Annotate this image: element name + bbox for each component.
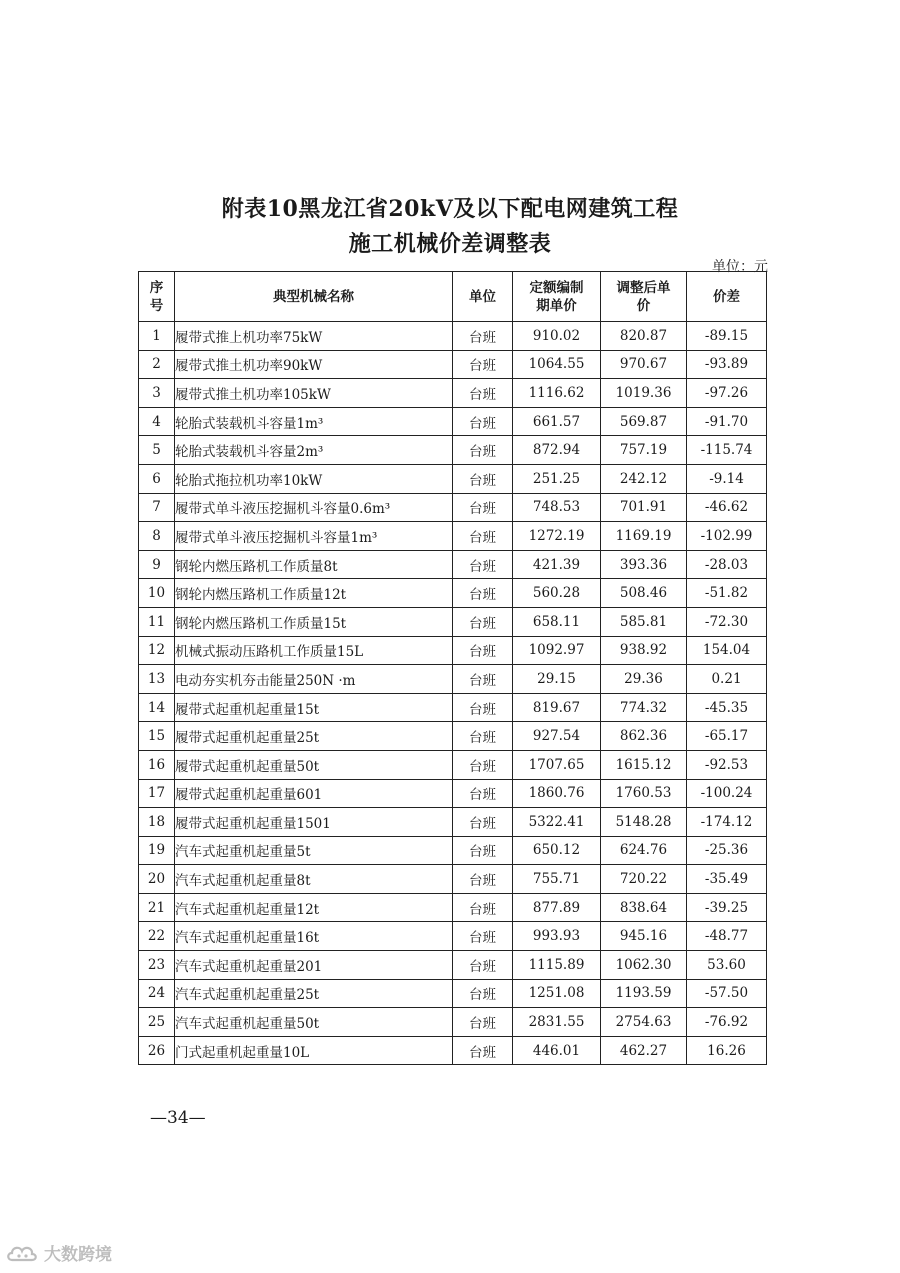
table-row [139,407,767,436]
cell-name: 汽车式起重机起重量25t [175,979,453,1008]
cell-adjusted-price: 701.91 [601,493,687,522]
table-row [139,350,767,379]
cell-unit: 台班 [453,493,513,522]
table-row [139,665,767,694]
header-name: 典型机械名称 [175,272,453,322]
cell-index: 26 [139,1036,175,1065]
page-number: —34— [150,1108,206,1128]
cell-index: 23 [139,951,175,980]
cell-name: 轮胎式装载机斗容量1m³ [175,407,453,436]
cell-adjusted-price: 393.36 [601,550,687,579]
cell-difference: -28.03 [687,550,767,579]
header-difference: 价差 [687,272,767,322]
cell-name: 机械式振动压路机工作质量15L [175,636,453,665]
cell-adjusted-price: 569.87 [601,407,687,436]
cell-quota-price: 5322.41 [513,808,601,837]
cell-unit: 台班 [453,808,513,837]
cell-quota-price: 993.93 [513,922,601,951]
cell-adjusted-price: 1169.19 [601,522,687,551]
table-row [139,1008,767,1037]
cell-unit: 台班 [453,665,513,694]
cell-index: 1 [139,322,175,351]
cell-adjusted-price: 945.16 [601,922,687,951]
header-unit: 单位 [453,272,513,322]
cell-index: 7 [139,493,175,522]
table-row [139,836,767,865]
cell-name: 汽车式起重机起重量16t [175,922,453,951]
cell-unit: 台班 [453,951,513,980]
cell-quota-price: 877.89 [513,893,601,922]
cell-index: 10 [139,579,175,608]
cell-index: 19 [139,836,175,865]
header-adjusted-price: 调整后单价 [601,272,687,322]
cell-quota-price: 658.11 [513,607,601,636]
cell-adjusted-price: 1062.30 [601,951,687,980]
cell-unit: 台班 [453,922,513,951]
cell-name: 履带式起重机起重量50t [175,750,453,779]
table-row [139,722,767,751]
cell-adjusted-price: 1615.12 [601,750,687,779]
cell-unit: 台班 [453,722,513,751]
table-row [139,322,767,351]
table-row [139,779,767,808]
header-index: 序号 [139,272,175,322]
cell-unit: 台班 [453,636,513,665]
cell-index: 2 [139,350,175,379]
table-header-row [139,272,767,322]
cell-adjusted-price: 720.22 [601,865,687,894]
cell-difference: -45.35 [687,693,767,722]
cell-index: 9 [139,550,175,579]
table-row [139,750,767,779]
table-row [139,893,767,922]
cell-name: 履带式起重机起重量1501 [175,808,453,837]
cell-difference: -48.77 [687,922,767,951]
cell-name: 履带式起重机起重量25t [175,722,453,751]
table-row [139,636,767,665]
table-row [139,379,767,408]
cell-unit: 台班 [453,579,513,608]
cell-unit: 台班 [453,522,513,551]
cell-name: 轮胎式装载机斗容量2m³ [175,436,453,465]
cell-quota-price: 1064.55 [513,350,601,379]
watermark-text: 大数跨境 [44,1245,112,1265]
cell-difference: -102.99 [687,522,767,551]
cell-index: 22 [139,922,175,951]
table-row [139,865,767,894]
cell-difference: 53.60 [687,951,767,980]
cell-adjusted-price: 1760.53 [601,779,687,808]
cell-difference: 16.26 [687,1036,767,1065]
cell-index: 14 [139,693,175,722]
cell-difference: -9.14 [687,464,767,493]
cell-difference: -92.53 [687,750,767,779]
cell-quota-price: 1092.97 [513,636,601,665]
cell-quota-price: 1251.08 [513,979,601,1008]
cell-name: 轮胎式拖拉机功率10kW [175,464,453,493]
table-row [139,579,767,608]
cell-quota-price: 819.67 [513,693,601,722]
table-row [139,1036,767,1065]
cell-index: 8 [139,522,175,551]
cell-difference: -97.26 [687,379,767,408]
cell-difference: -57.50 [687,979,767,1008]
cell-unit: 台班 [453,550,513,579]
cell-unit: 台班 [453,693,513,722]
cell-index: 21 [139,893,175,922]
cell-unit: 台班 [453,379,513,408]
cell-adjusted-price: 29.36 [601,665,687,694]
cell-index: 6 [139,464,175,493]
cell-name: 履带式推土机功率105kW [175,379,453,408]
cell-quota-price: 1116.62 [513,379,601,408]
cell-name: 汽车式起重机起重量8t [175,865,453,894]
cell-index: 13 [139,665,175,694]
cell-unit: 台班 [453,779,513,808]
cell-index: 11 [139,607,175,636]
cell-adjusted-price: 624.76 [601,836,687,865]
cell-difference: -100.24 [687,779,767,808]
cell-adjusted-price: 838.64 [601,893,687,922]
unit-label: 单位：元 [712,259,768,275]
cell-index: 18 [139,808,175,837]
cell-difference: -91.70 [687,407,767,436]
cell-name: 履带式推土机功率90kW [175,350,453,379]
cell-adjusted-price: 585.81 [601,607,687,636]
table-row [139,464,767,493]
cell-quota-price: 29.15 [513,665,601,694]
cell-unit: 台班 [453,436,513,465]
cell-quota-price: 748.53 [513,493,601,522]
cell-adjusted-price: 757.19 [601,436,687,465]
cell-name: 汽车式起重机起重量201 [175,951,453,980]
cell-unit: 台班 [453,979,513,1008]
cell-index: 5 [139,436,175,465]
cell-quota-price: 1272.19 [513,522,601,551]
cell-quota-price: 755.71 [513,865,601,894]
cell-quota-price: 560.28 [513,579,601,608]
table-row [139,951,767,980]
cell-quota-price: 1707.65 [513,750,601,779]
cell-quota-price: 661.57 [513,407,601,436]
cell-name: 钢轮内燃压路机工作质量8t [175,550,453,579]
cell-difference: -115.74 [687,436,767,465]
cell-difference: -65.17 [687,722,767,751]
document-title-line2: 施工机械价差调整表 [348,231,552,257]
cell-difference: -174.12 [687,808,767,837]
cell-unit: 台班 [453,865,513,894]
table-row [139,436,767,465]
cell-unit: 台班 [453,750,513,779]
document-title-line1: 附表10黑龙江省20kV及以下配电网建筑工程 [221,196,679,222]
cloud-logo-icon [6,1242,40,1264]
cell-name: 汽车式起重机起重量50t [175,1008,453,1037]
table-row [139,693,767,722]
cell-adjusted-price: 2754.63 [601,1008,687,1037]
cell-difference: -35.49 [687,865,767,894]
cell-adjusted-price: 1019.36 [601,379,687,408]
cell-name: 履带式起重机起重量601 [175,779,453,808]
cell-quota-price: 650.12 [513,836,601,865]
cell-quota-price: 446.01 [513,1036,601,1065]
cell-index: 24 [139,979,175,1008]
header-quota-price: 定额编制期单价 [513,272,601,322]
cell-index: 20 [139,865,175,894]
cell-quota-price: 872.94 [513,436,601,465]
cell-name: 履带式单斗液压挖掘机斗容量0.6m³ [175,493,453,522]
cell-quota-price: 1860.76 [513,779,601,808]
cell-adjusted-price: 820.87 [601,322,687,351]
cell-difference: -89.15 [687,322,767,351]
cell-index: 16 [139,750,175,779]
cell-adjusted-price: 508.46 [601,579,687,608]
cell-quota-price: 251.25 [513,464,601,493]
cell-difference: -51.82 [687,579,767,608]
cell-name: 钢轮内燃压路机工作质量12t [175,579,453,608]
cell-adjusted-price: 938.92 [601,636,687,665]
cell-name: 履带式起重机起重量15t [175,693,453,722]
cell-quota-price: 927.54 [513,722,601,751]
table-row [139,607,767,636]
cell-unit: 台班 [453,836,513,865]
table-row [139,808,767,837]
cell-name: 钢轮内燃压路机工作质量15t [175,607,453,636]
cell-unit: 台班 [453,1008,513,1037]
cell-quota-price: 1115.89 [513,951,601,980]
cell-index: 17 [139,779,175,808]
cell-index: 15 [139,722,175,751]
cell-difference: -39.25 [687,893,767,922]
cell-difference: -46.62 [687,493,767,522]
table-row [139,922,767,951]
cell-unit: 台班 [453,893,513,922]
cell-unit: 台班 [453,1036,513,1065]
watermark [6,1240,112,1265]
cell-unit: 台班 [453,322,513,351]
table-row [139,979,767,1008]
table-body [139,322,767,1065]
cell-adjusted-price: 5148.28 [601,808,687,837]
table-row [139,550,767,579]
cell-adjusted-price: 774.32 [601,693,687,722]
cell-name: 门式起重机起重量10L [175,1036,453,1065]
cell-difference: -25.36 [687,836,767,865]
cell-index: 4 [139,407,175,436]
cell-adjusted-price: 1193.59 [601,979,687,1008]
cell-index: 12 [139,636,175,665]
cell-adjusted-price: 862.36 [601,722,687,751]
cell-quota-price: 910.02 [513,322,601,351]
cell-name: 汽车式起重机起重量5t [175,836,453,865]
cell-adjusted-price: 970.67 [601,350,687,379]
cell-adjusted-price: 242.12 [601,464,687,493]
cell-difference: 154.04 [687,636,767,665]
cell-name: 汽车式起重机起重量12t [175,893,453,922]
cell-unit: 台班 [453,407,513,436]
cell-index: 25 [139,1008,175,1037]
cell-name: 履带式单斗液压挖掘机斗容量1m³ [175,522,453,551]
cell-difference: -76.92 [687,1008,767,1037]
cell-quota-price: 2831.55 [513,1008,601,1037]
price-difference-table [138,271,767,1065]
cell-name: 电动夯实机夯击能量250N ·m [175,665,453,694]
cell-name: 履带式推上机功率75kW [175,322,453,351]
cell-quota-price: 421.39 [513,550,601,579]
table-row [139,522,767,551]
cell-unit: 台班 [453,350,513,379]
cell-difference: -72.30 [687,607,767,636]
cell-difference: -93.89 [687,350,767,379]
cell-index: 3 [139,379,175,408]
cell-unit: 台班 [453,607,513,636]
cell-difference: 0.21 [687,665,767,694]
cell-adjusted-price: 462.27 [601,1036,687,1065]
cell-unit: 台班 [453,464,513,493]
table-row [139,493,767,522]
